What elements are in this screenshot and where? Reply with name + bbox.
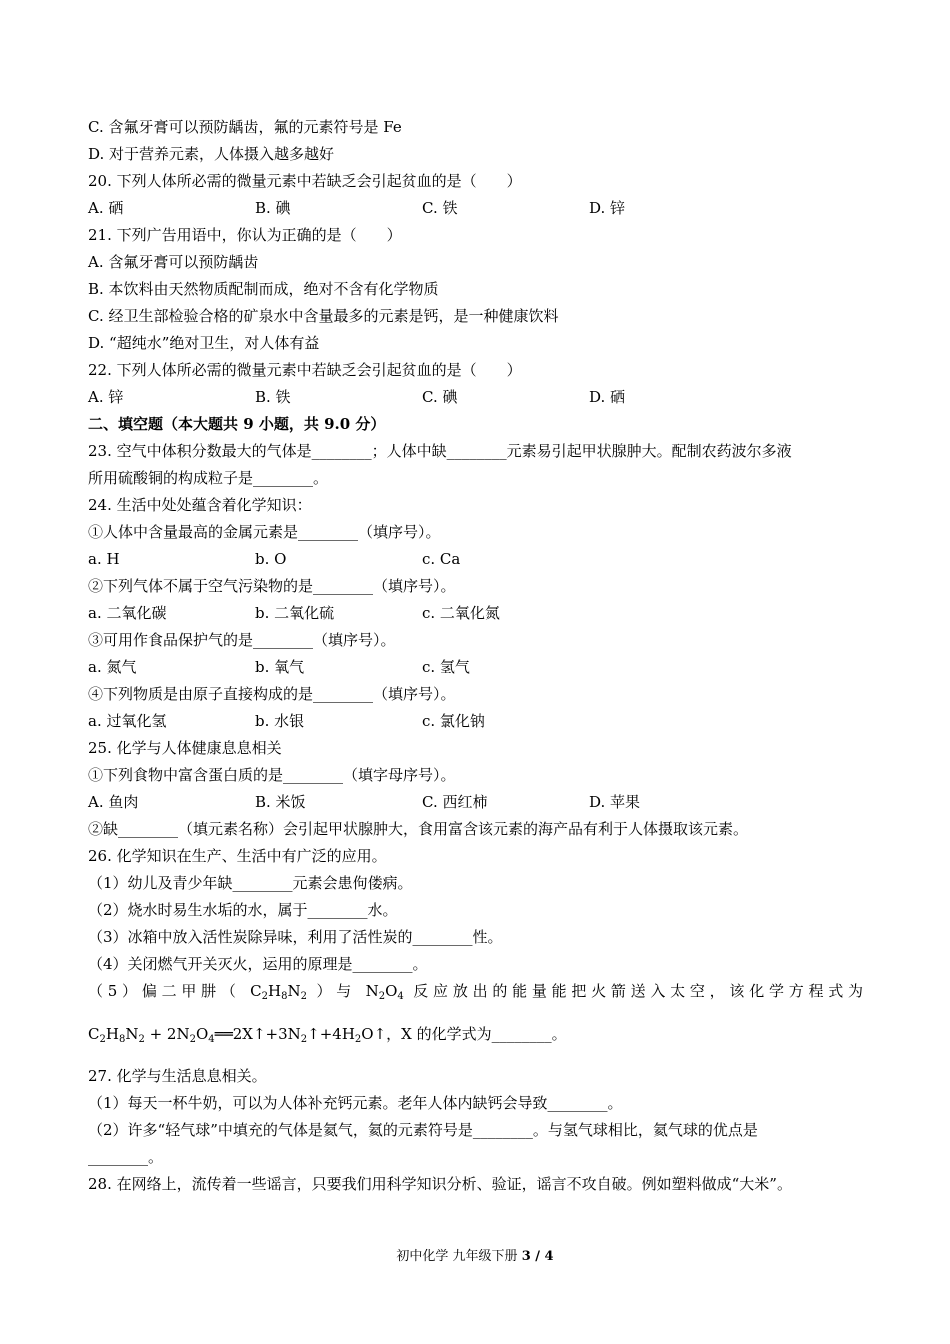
option-d: D. 硒 <box>589 388 626 406</box>
q24-part2: ②下列气体不属于空气污染物的是________（填序号）。 <box>88 577 456 595</box>
question-28: 28. 在网络上，流传着一些谣言，只要我们用科学知识分析、验证，谣言不攻自破。例如塑料做成“大米”。 <box>88 1175 792 1193</box>
q24-part3: ③可用作食品保护气的是________（填序号）。 <box>88 631 396 649</box>
option-d: D. 锌 <box>589 199 626 217</box>
option-c: c. 氯化钠 <box>422 712 485 730</box>
option-a: a. 二氧化碳 <box>88 604 167 622</box>
q19-option-c: C. 含氟牙膏可以预防龋齿，氟的元素符号是 Fe <box>88 118 402 136</box>
q24-part3-options <box>88 654 863 681</box>
option-b: b. 氧气 <box>255 658 305 676</box>
option-b: b. 水银 <box>255 712 305 730</box>
section-heading-fill-in: 二、填空题（本大题共 9 小题，共 9.0 分） <box>88 415 386 433</box>
question-20: 20. 下列人体所必需的微量元素中若缺乏会引起贫血的是（ ） <box>88 172 522 190</box>
q26-part5-text-c: 反应放出的能量能把火箭送入太空，该化学方程式为 <box>413 982 863 1000</box>
q21-option-c: C. 经卫生部检验合格的矿泉水中含量最多的元素是钙，是一种健康饮料 <box>88 307 559 325</box>
q24-part2-options <box>88 600 863 627</box>
q21-option-d: D. “超纯水”绝对卫生，对人体有益 <box>88 334 320 352</box>
option-a: A. 鱼肉 <box>88 793 139 811</box>
option-a: a. 过氧化氢 <box>88 712 167 730</box>
chemical-equation: $C_2H_8N_2$ + $2N_2O_4══2X↑+3N_2↑+4H_2O↑$，X 的化学式为________。 <box>88 1025 567 1045</box>
option-c: c. 氢气 <box>422 658 470 676</box>
option-c: C. 碘 <box>422 388 458 406</box>
option-a: a. 氮气 <box>88 658 137 676</box>
option-c: c. Ca <box>422 550 461 568</box>
q26-part4: （4）关闭燃气开关灭火，运用的原理是________。 <box>88 955 428 973</box>
option-a: A. 锌 <box>88 388 124 406</box>
q26-part5-text-a: （5）偏二甲肼（ <box>88 982 241 1000</box>
q25-part2: ②缺________（填元素名称）会引起甲状腺肿大，食用富含该元素的海产品有利于人体摄取该元素。 <box>88 820 749 838</box>
question-27: 27. 化学与生活息息相关。 <box>88 1067 267 1085</box>
q26-part1: （1）幼儿及青少年缺________元素会患佝偻病。 <box>88 874 413 892</box>
option-d: D. 苹果 <box>589 793 641 811</box>
q26-part2: （2）烧水时易生水垢的水，属于________水。 <box>88 901 398 919</box>
option-b: B. 碘 <box>255 199 291 217</box>
question-25: 25. 化学与人体健康息息相关 <box>88 739 282 757</box>
option-b: B. 米饭 <box>255 793 306 811</box>
option-a: a. H <box>88 550 120 568</box>
question-22-options <box>88 384 863 411</box>
option-b: b. 二氧化硫 <box>255 604 335 622</box>
q19-option-d: D. 对于营养元素，人体摄入越多越好 <box>88 145 335 163</box>
q21-option-a: A. 含氟牙膏可以预防龋齿 <box>88 253 259 271</box>
equation-tail: ，X 的化学式为________。 <box>386 1025 567 1043</box>
question-23-line2: 所用硫酸铜的构成粒子是________。 <box>88 469 329 487</box>
q26-part3: （3）冰箱中放入活性炭除异味，利用了活性炭的________性。 <box>88 928 503 946</box>
q27-part2: （2）许多“轻气球”中填充的气体是氦气，氦的元素符号是________。与氢气球相比，氦气球的优点是 <box>88 1121 758 1139</box>
question-23-line1: 23. 空气中体积分数最大的气体是________；人体中缺________元素易引起甲状腺肿大。配制农药波尔多液 <box>88 442 792 460</box>
option-b: b. O <box>255 550 287 568</box>
q25-part1-options <box>88 789 863 816</box>
option-c: C. 西红柿 <box>422 793 488 811</box>
q24-part4-options <box>88 708 863 735</box>
document-page <box>88 114 863 1198</box>
page-footer <box>0 1245 950 1264</box>
option-a: A. 硒 <box>88 199 124 217</box>
q25-part1: ①下列食物中富含蛋白质的是________（填字母序号）。 <box>88 766 456 784</box>
option-b: B. 铁 <box>255 388 291 406</box>
q24-part1: ①人体中含量最高的金属元素是________（填序号）。 <box>88 523 441 541</box>
question-22: 22. 下列人体所必需的微量元素中若缺乏会引起贫血的是（ ） <box>88 361 522 379</box>
q21-option-b: B. 本饮料由天然物质配制而成，绝对不含有化学物质 <box>88 280 439 298</box>
question-21: 21. 下列广告用语中，你认为正确的是（ ） <box>88 226 402 244</box>
q26-part5-text-b: ）与 <box>316 982 357 1000</box>
q27-part1: （1）每天一杯牛奶，可以为人体补充钙元素。老年人体内缺钙会导致________。 <box>88 1094 623 1112</box>
question-20-options <box>88 195 863 222</box>
option-c: c. 二氧化氮 <box>422 604 500 622</box>
footer-title: 初中化学 九年级下册 <box>396 1249 518 1264</box>
q24-part1-options <box>88 546 863 573</box>
question-26: 26. 化学知识在生产、生活中有广泛的应用。 <box>88 847 387 865</box>
page-number: 3 / 4 <box>521 1249 554 1264</box>
question-24: 24. 生活中处处蕴含着化学知识： <box>88 496 312 514</box>
option-c: C. 铁 <box>422 199 458 217</box>
q27-part2-cont: ________。 <box>88 1148 164 1166</box>
q26-part5: （5）偏二甲肼（ $C_2H_8N_2$ ）与 $N_2O_4$ 反应放出的能量能把火箭送入太空，该化学方程式为 <box>88 982 863 1002</box>
q24-part4: ④下列物质是由原子直接构成的是________（填序号）。 <box>88 685 456 703</box>
